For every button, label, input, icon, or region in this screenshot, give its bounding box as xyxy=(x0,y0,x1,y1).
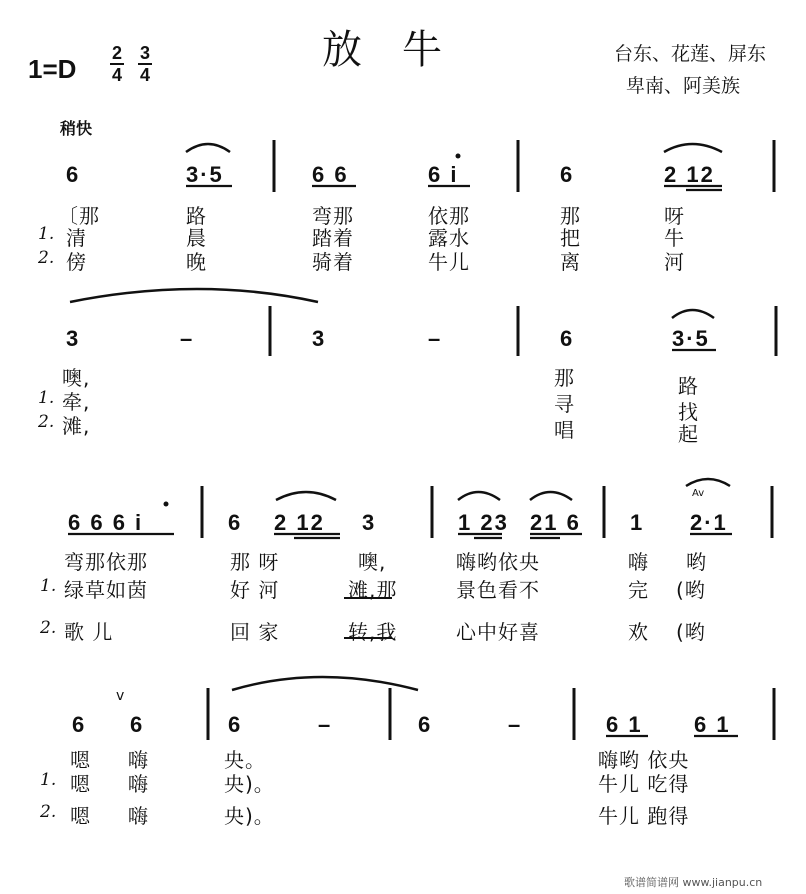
slur xyxy=(186,144,230,152)
lyric: 牛儿 xyxy=(428,250,470,274)
note: 6 6 6 i xyxy=(68,510,144,535)
lyric: 唱 xyxy=(554,418,575,442)
note: 3 xyxy=(362,510,377,535)
note: 2 12 xyxy=(274,510,325,535)
note: – xyxy=(508,712,523,737)
lyric: 弯那 xyxy=(312,204,354,228)
breath-mark: v xyxy=(116,688,125,704)
lyric: 离 xyxy=(560,250,581,274)
note: 6 xyxy=(560,162,575,187)
note: 21 6 xyxy=(530,510,581,535)
lyric: 路 xyxy=(678,374,699,398)
verse-number: 2. xyxy=(38,248,55,268)
lyric: 〔那 xyxy=(58,204,100,228)
note: 2·1 xyxy=(690,510,728,535)
note: 3 xyxy=(312,326,327,351)
verse-number: 1. xyxy=(38,388,55,408)
note: 6 1 xyxy=(606,712,643,737)
note: 3·5 xyxy=(186,162,224,187)
note: 6 xyxy=(560,326,575,351)
lyric: 嗨 xyxy=(128,772,149,796)
lyric: 清 xyxy=(66,226,87,250)
time-top: 2 xyxy=(111,43,122,63)
slur xyxy=(530,492,572,500)
lyric: 晚 xyxy=(186,250,207,274)
lyric: 牛儿 吃得 xyxy=(598,772,690,796)
lyric: (哟 xyxy=(676,578,706,602)
lyric: 把 xyxy=(560,226,581,250)
verse-number: 1. xyxy=(40,576,57,596)
lyric: 牛 xyxy=(664,226,685,250)
verse-number: 2. xyxy=(38,412,55,432)
lyric: 央。 xyxy=(224,748,266,772)
lyric: 傍 xyxy=(66,250,87,274)
lyric: 景色看不 xyxy=(456,578,540,602)
lyric: 呀 xyxy=(664,204,685,228)
lyric: 依那 xyxy=(428,204,470,228)
verse-number: 1. xyxy=(38,224,55,244)
lyric: 牵, xyxy=(62,390,91,414)
lyric: 路 xyxy=(186,204,207,228)
verse-number: 2. xyxy=(40,618,57,638)
lyric: 弯那依那 xyxy=(64,550,148,574)
watermark: 歌谱简谱网 www.jianpu.cn xyxy=(624,876,763,889)
lyric: 歌 儿 xyxy=(64,620,114,644)
lyric: 转,我 xyxy=(348,620,398,644)
note: 6 1 xyxy=(694,712,731,737)
lyric: 河 xyxy=(664,250,685,274)
note: – xyxy=(428,326,443,351)
lyric: 嗨 xyxy=(628,550,649,574)
note: 2 12 xyxy=(664,162,715,187)
slur xyxy=(686,479,730,486)
lyric: 心中好喜 xyxy=(456,620,540,644)
lyric: (哟 xyxy=(676,620,706,644)
lyric: 回 家 xyxy=(230,620,280,644)
source-line-2: 卑南、阿美族 xyxy=(626,75,741,97)
lyric: 噢, xyxy=(358,550,387,574)
lyric: 嗨哟 依央 xyxy=(598,748,690,772)
lyric: 噢, xyxy=(62,366,91,390)
lyric: 牛儿 跑得 xyxy=(598,804,690,828)
time-bottom: 4 xyxy=(111,65,122,85)
note: 3 xyxy=(66,326,81,351)
lyric: 欢 xyxy=(628,620,649,644)
lyric: 找 xyxy=(678,400,699,424)
lyric: 滩, xyxy=(62,414,91,438)
lyric: 嗯 xyxy=(70,804,91,828)
slur xyxy=(664,144,722,152)
lyric: 骑着 xyxy=(312,250,354,274)
note: 6 xyxy=(130,712,145,737)
note: 6 xyxy=(66,162,81,187)
slur xyxy=(672,310,714,318)
lyric: 那 呀 xyxy=(230,550,280,574)
note: 6 xyxy=(228,510,243,535)
lyric: 晨 xyxy=(186,226,207,250)
lyric: 央)。 xyxy=(224,804,275,828)
lyric: 寻 xyxy=(554,392,575,416)
lyric: 绿草如茵 xyxy=(64,578,148,602)
accent-mark: Av xyxy=(692,488,705,499)
lyric: 嗨哟依央 xyxy=(456,550,540,574)
source-line-1: 台东、花莲、屏东 xyxy=(614,43,767,65)
slur xyxy=(276,492,336,500)
lyric: 央)。 xyxy=(224,772,275,796)
lyric: 那 xyxy=(554,366,575,390)
note: 6 xyxy=(72,712,87,737)
tie xyxy=(70,289,318,302)
lyric: 那 xyxy=(560,204,581,228)
lyric: 嗯 xyxy=(70,748,91,772)
lyric: 好 河 xyxy=(230,578,280,602)
note: – xyxy=(318,712,333,737)
lyric: 嗨 xyxy=(128,748,149,772)
note: 1 xyxy=(630,510,645,535)
lyric: 滩,那 xyxy=(348,578,398,602)
key-signature: 1=D xyxy=(28,54,77,84)
slur xyxy=(458,492,500,500)
lyric: 露水 xyxy=(428,226,470,250)
time-top: 3 xyxy=(139,43,150,63)
octave-dot xyxy=(456,154,461,159)
note: 3·5 xyxy=(672,326,710,351)
tempo-marking: 稍快 xyxy=(60,119,93,138)
verse-number: 2. xyxy=(40,802,57,822)
lyric: 嗯 xyxy=(70,772,91,796)
time-bottom: 4 xyxy=(139,65,150,85)
note: 6 xyxy=(418,712,433,737)
lyric: 起 xyxy=(678,422,699,446)
lyric: 嗨 xyxy=(128,804,149,828)
note: 1 23 xyxy=(458,510,509,535)
song-title: 放牛 xyxy=(322,27,482,73)
note: 6 xyxy=(228,712,243,737)
lyric: 完 xyxy=(628,578,649,602)
note: – xyxy=(180,326,195,351)
note: 6 i xyxy=(428,162,459,187)
lyric: 踏着 xyxy=(312,226,354,250)
note: 6 6 xyxy=(312,162,349,187)
octave-dot xyxy=(164,502,169,507)
lyric: 哟 xyxy=(686,550,707,574)
verse-number: 1. xyxy=(40,770,57,790)
